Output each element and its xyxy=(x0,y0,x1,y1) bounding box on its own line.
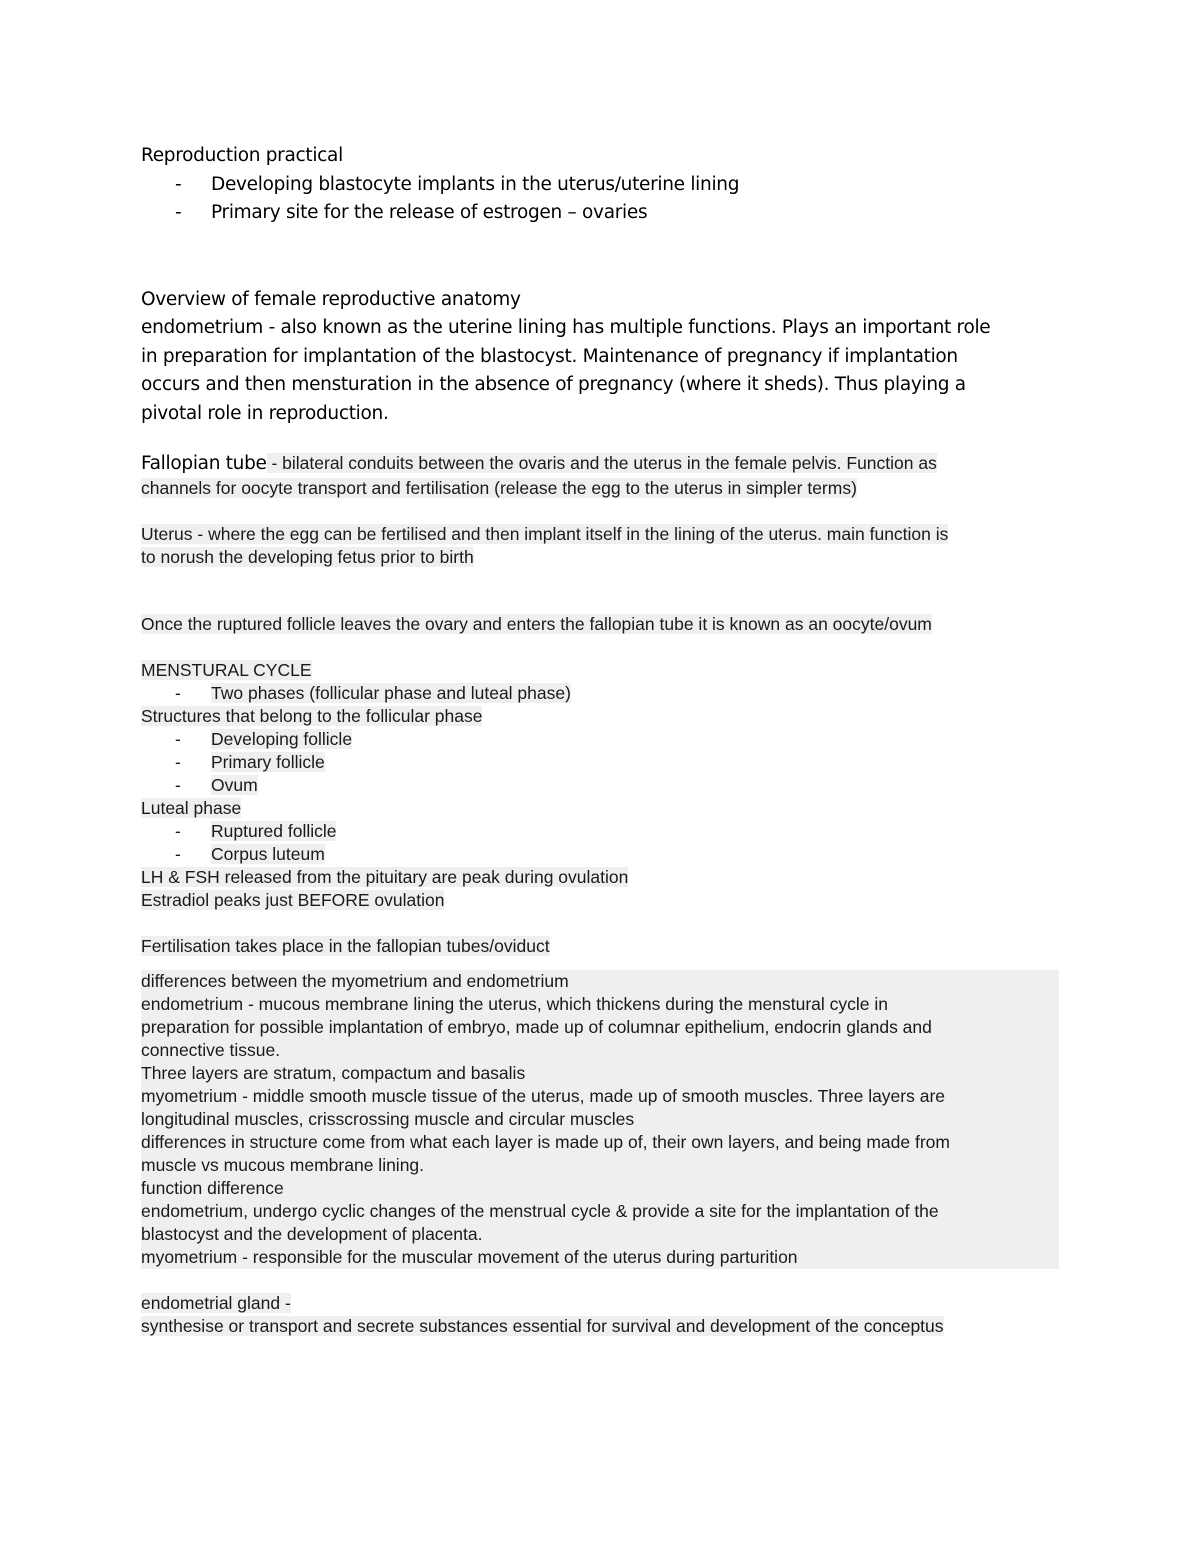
differences-line: endometrium, undergo cyclic changes of the menstrual cycle & provide a site for the implantation of the xyxy=(141,1201,939,1221)
differences-block xyxy=(141,970,1059,1269)
fallopian-label: Fallopian tube xyxy=(141,453,267,474)
differences-line: differences between the myometrium and endometrium xyxy=(141,971,569,991)
differences-line: blastocyst and the development of placenta. xyxy=(141,1224,483,1244)
spacer xyxy=(141,428,1059,452)
uterus-line xyxy=(141,523,1059,546)
differences-line: preparation for possible implantation of embryo, made up of columnar epithelium, endocrin glands and xyxy=(141,1017,932,1037)
intro-bullet xyxy=(141,171,1059,200)
bullet-dash: - xyxy=(175,821,181,841)
ruptured-follicle-text: Once the ruptured follicle leaves the ovary and enters the fallopian tube it is known as an oocyte/ovum xyxy=(141,614,932,634)
bullet-dash: - xyxy=(175,752,181,772)
differences-line: endometrium - mucous membrane lining the uterus, which thickens during the menstural cycle in xyxy=(141,994,889,1014)
spacer xyxy=(141,1269,1059,1292)
intro-bullet xyxy=(141,199,1059,228)
uterus-text: Uterus - where the egg can be fertilised and then implant itself in the lining of the uterus. main function is xyxy=(141,524,949,544)
spacer xyxy=(141,569,1059,613)
differences-line: Three layers are stratum, compactum and basalis xyxy=(141,1063,526,1083)
follicular-item xyxy=(141,728,1059,751)
estradiol-text: Estradiol peaks just BEFORE ovulation xyxy=(141,890,445,910)
luteal-item-text: Ruptured follicle xyxy=(211,821,337,841)
menstrual-bullet xyxy=(141,682,1059,705)
fertilisation-text: Fertilisation takes place in the fallopian tubes/oviduct xyxy=(141,936,550,956)
intro-bullet-text: Developing blastocyte implants in the uterus/uterine lining xyxy=(211,173,740,195)
intro-bullet-text: Primary site for the release of estrogen – ovaries xyxy=(211,202,648,223)
gland-text-line xyxy=(141,1315,1059,1338)
fallopian-line xyxy=(141,452,1059,477)
spacer xyxy=(141,912,1059,935)
luteal-heading-text: Luteal phase xyxy=(141,798,242,818)
bullet-dash: - xyxy=(175,775,181,795)
differences-line: differences in structure come from what each layer is made up of, their own layers, and being made from xyxy=(141,1132,950,1152)
phases-text: Two phases (follicular phase and luteal phase) xyxy=(211,683,571,703)
bullet-dash: - xyxy=(175,844,181,864)
follicular-item-text: Ovum xyxy=(211,775,258,795)
differences-line: connective tissue. xyxy=(141,1040,281,1060)
uterus-line xyxy=(141,546,1059,569)
luteal-heading xyxy=(141,797,1059,820)
bullet-dash: - xyxy=(175,173,182,195)
luteal-item-text: Corpus luteum xyxy=(211,844,325,864)
lh-fsh-line xyxy=(141,866,1059,889)
uterus-text: to norush the developing fetus prior to birth xyxy=(141,547,474,567)
spacer xyxy=(141,636,1059,659)
luteal-item xyxy=(141,820,1059,843)
fallopian-text: - bilateral conduits between the ovaris and the uterus in the female pelvis. Function as xyxy=(266,453,937,473)
endometrium-paragraph-line: endometrium - also known as the uterine lining has multiple functions. Plays an important role xyxy=(141,317,991,338)
spacer xyxy=(141,500,1059,523)
follicular-item xyxy=(141,751,1059,774)
differences-line: myometrium - responsible for the muscular movement of the uterus during parturition xyxy=(141,1247,798,1267)
menstrual-heading-text: MENSTURAL CYCLE xyxy=(141,660,312,680)
endometrium-paragraph-line: in preparation for implantation of the blastocyst. Maintenance of pregnancy if implantation xyxy=(141,345,958,367)
differences-line: function difference xyxy=(141,1178,284,1198)
differences-line: muscle vs mucous membrane lining. xyxy=(141,1155,425,1175)
bullet-dash: - xyxy=(175,729,181,749)
differences-line: myometrium - middle smooth muscle tissue of the uterus, made up of smooth muscles. Three layers are xyxy=(141,1086,946,1106)
gland-text: synthesise or transport and secrete substances essential for survival and development of the conceptus xyxy=(141,1316,944,1336)
page-title: Reproduction practical xyxy=(141,145,343,166)
spacer xyxy=(141,228,1059,286)
fallopian-line xyxy=(141,477,1059,500)
bullet-dash: - xyxy=(175,683,181,703)
gland-heading xyxy=(141,1292,1059,1315)
endometrium-paragraph-line: pivotal role in reproduction. xyxy=(141,402,389,424)
bullet-dash: - xyxy=(175,202,182,223)
fallopian-text: channels for oocyte transport and fertilisation (release the egg to the uterus in simpler terms) xyxy=(141,478,857,498)
ruptured-follicle-line xyxy=(141,613,1059,636)
spacer xyxy=(141,958,1059,970)
follicular-heading xyxy=(141,705,1059,728)
follicular-item-text: Developing follicle xyxy=(211,729,353,749)
estradiol-line xyxy=(141,889,1059,912)
differences-line: longitudinal muscles, crisscrossing muscle and circular muscles xyxy=(141,1109,635,1129)
menstrual-heading xyxy=(141,659,1059,682)
endometrium-paragraph-line: occurs and then mensturation in the absence of pregnancy (where it sheds). Thus playing a xyxy=(141,374,966,395)
follicular-item-text: Primary follicle xyxy=(211,752,325,772)
follicular-item xyxy=(141,774,1059,797)
overview-heading: Overview of female reproductive anatomy xyxy=(141,288,521,310)
follicular-heading-text: Structures that belong to the follicular phase xyxy=(141,706,483,726)
document-content xyxy=(141,142,1059,1338)
fertilisation-line xyxy=(141,935,1059,958)
luteal-item xyxy=(141,843,1059,866)
gland-heading-text: endometrial gland - xyxy=(141,1293,291,1313)
lh-fsh-text: LH & FSH released from the pituitary are peak during ovulation xyxy=(141,867,629,887)
